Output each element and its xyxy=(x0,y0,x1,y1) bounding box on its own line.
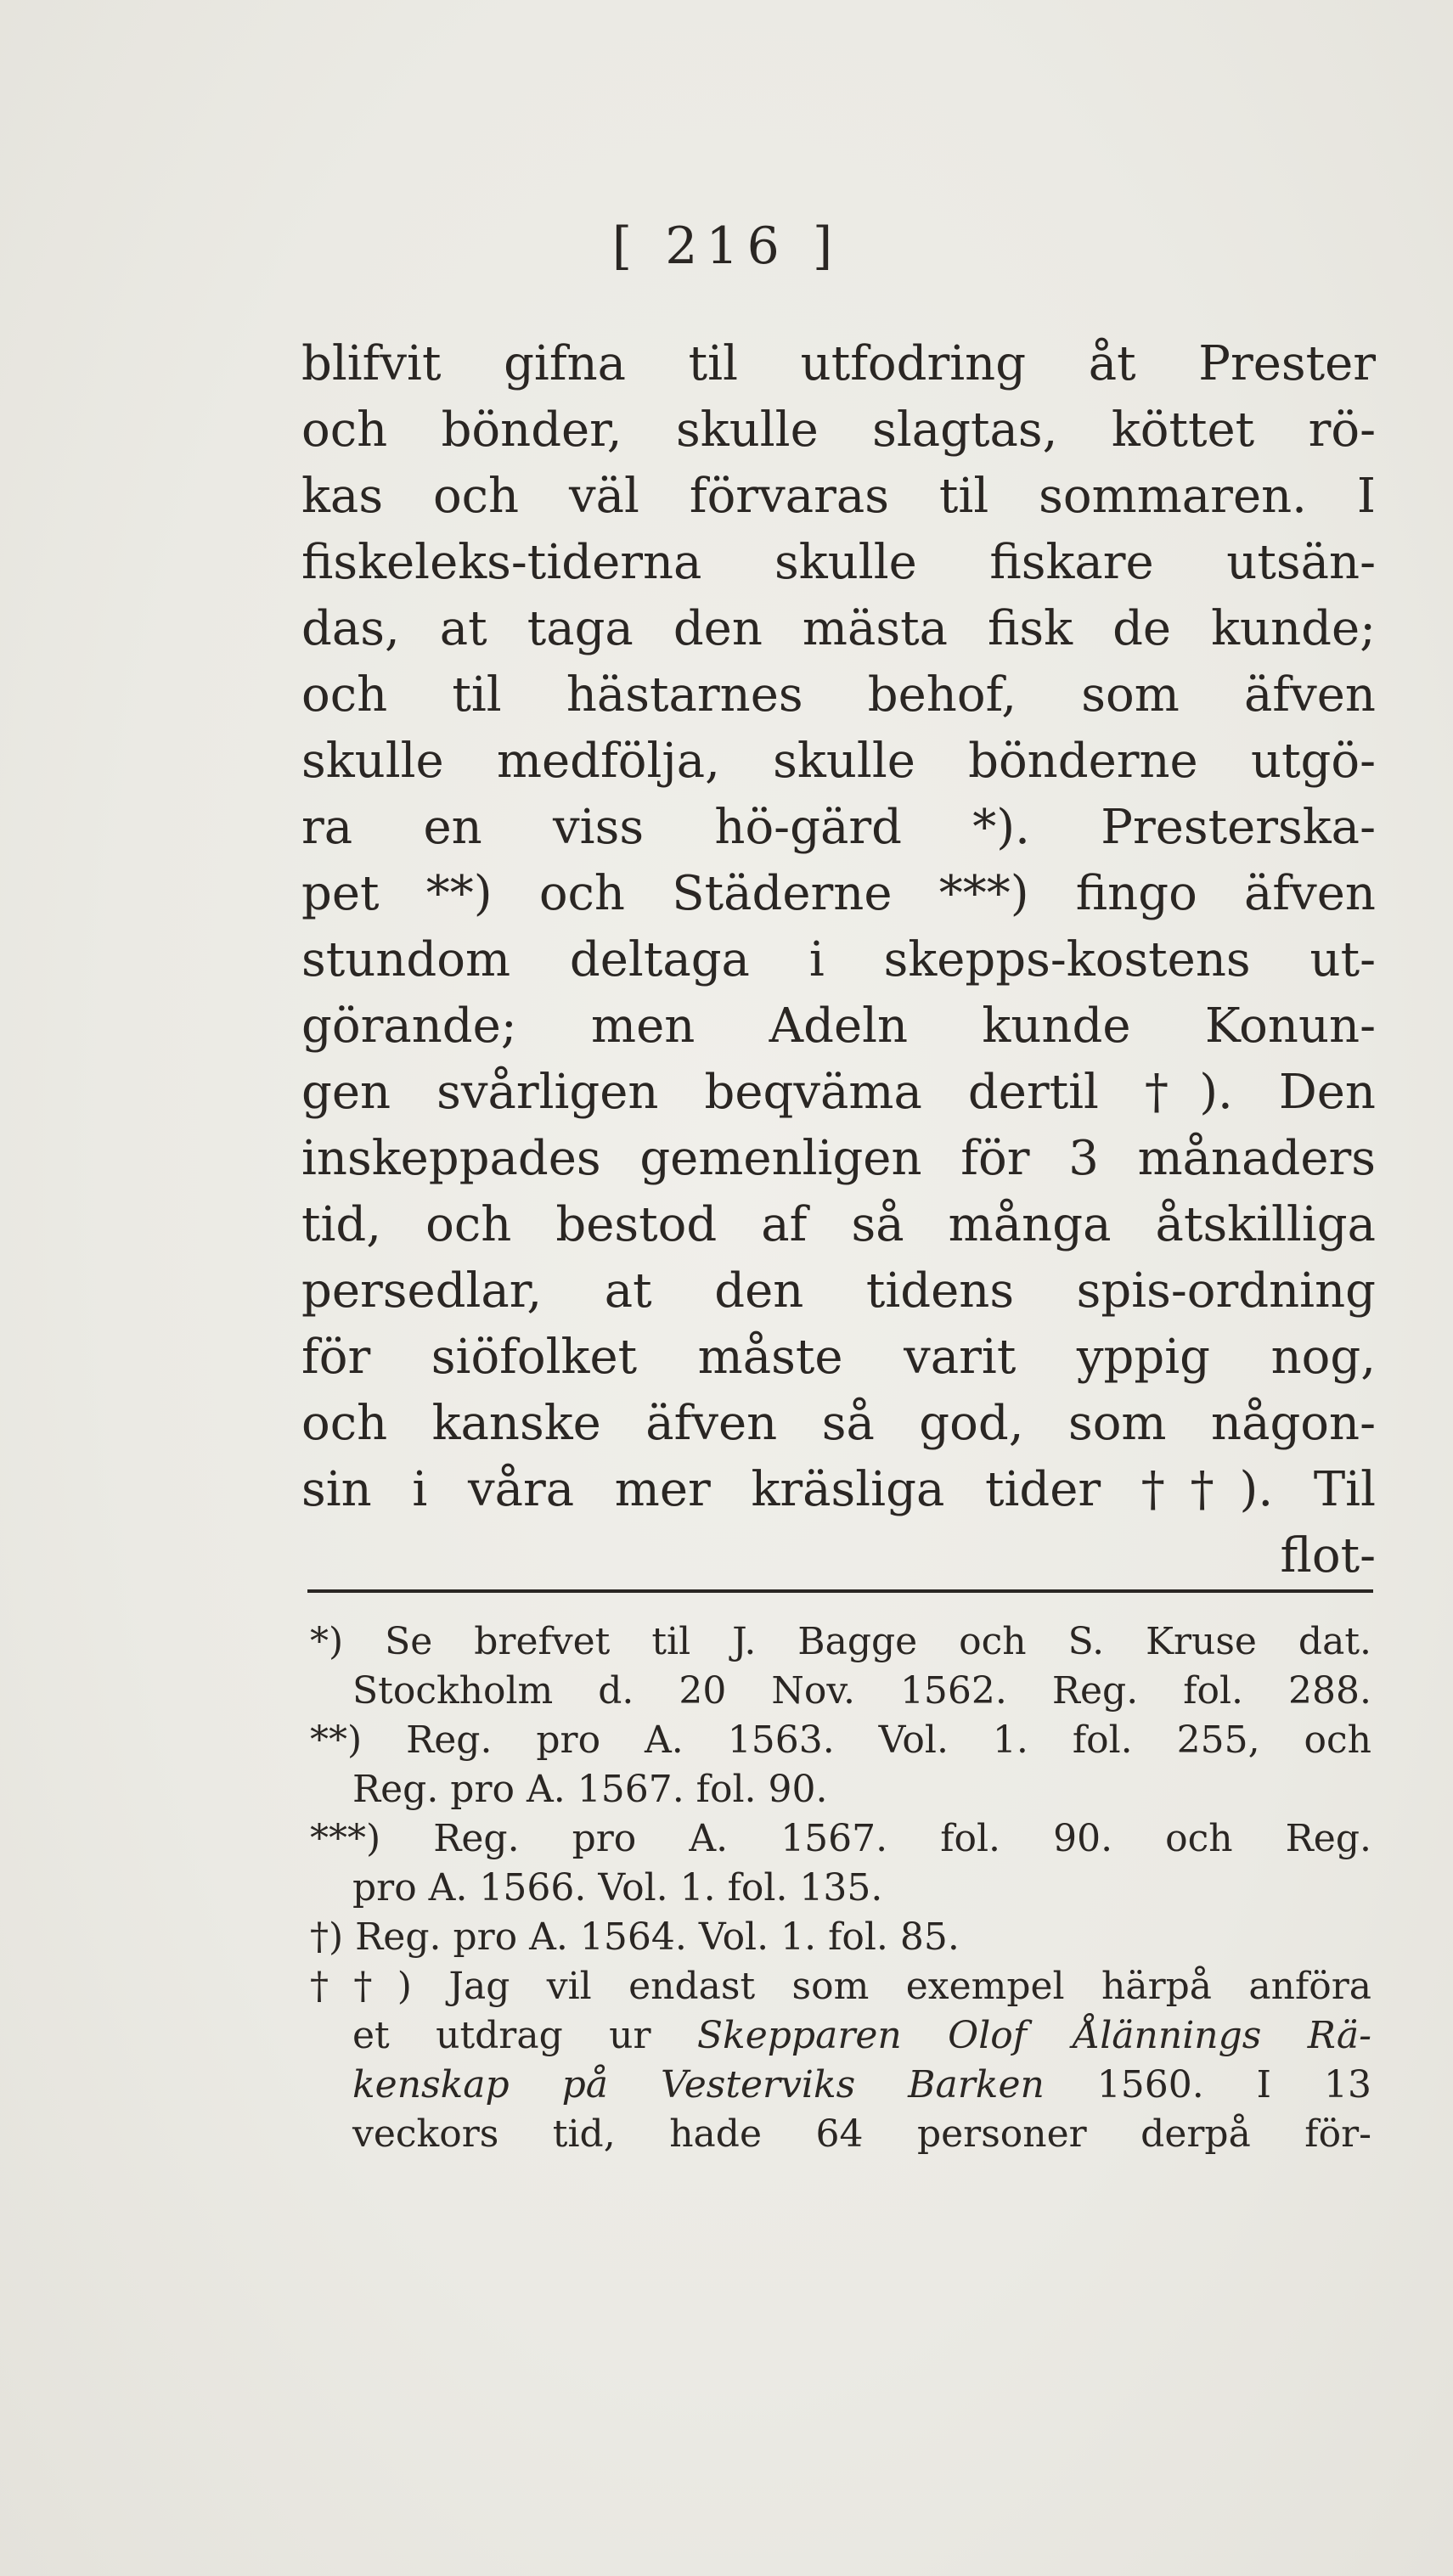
text-line: och til hästarnes behof, som äfven xyxy=(301,667,1376,723)
footnote-line xyxy=(310,2011,1371,2061)
text-line: sin i våra mer kräsliga tider ††). Til xyxy=(301,1462,1376,1517)
footnote-line: ***) Reg. pro A. 1567. fol. 90. och Reg. xyxy=(310,1817,1371,1860)
footnote-line: †) Reg. pro A. 1564. Vol. 1. fol. 85. xyxy=(310,1915,960,1959)
text-line: blifvit gifna til utfodring åt Prester xyxy=(301,336,1376,391)
text-line: skulle medfölja, skulle bönderne utgö- xyxy=(301,734,1376,789)
footnote-italic-title: Skepparen Olof Ålännings Rä- xyxy=(696,2014,1371,2057)
text-line: persedlar, at den tidens spis-ordning xyxy=(301,1263,1376,1319)
text-line: das, at taga den mästa fisk de kunde; xyxy=(301,601,1376,656)
page-number: [ 216 ] xyxy=(611,217,842,276)
text-line: gen svårligen beqväma dertil †). Den xyxy=(301,1065,1376,1120)
text-line: pet **) och Städerne ***) fingo äfven xyxy=(301,866,1376,921)
text-line: fiskeleks-tiderna skulle fiskare utsän- xyxy=(301,535,1376,590)
footnote-line: **) Reg. pro A. 1563. Vol. 1. fol. 255, och xyxy=(310,1718,1371,1762)
text-line: stundom deltaga i skepps-kostens ut- xyxy=(301,932,1376,987)
text-line: och bönder, skulle slagtas, köttet rö- xyxy=(301,402,1376,458)
footnote-line: ††) Jag vil endast som exempel härpå anföra xyxy=(310,1965,1371,2008)
text-line: görande; men Adeln kunde Konun- xyxy=(301,998,1376,1054)
footnote-line: *) Se brefvet til J. Bagge och S. Kruse dat. xyxy=(310,1620,1371,1663)
footnote-line: pro A. 1566. Vol. 1. fol. 135. xyxy=(352,1866,883,1910)
catchword: flot- xyxy=(1280,1528,1376,1583)
main-text xyxy=(301,331,1376,1589)
text-line: och kanske äfven så god, som någon- xyxy=(301,1396,1376,1451)
text-line: ra en viss hö-gärd *). Presterska- xyxy=(301,800,1376,855)
text-line: tid, och bestod af så många åtskilliga xyxy=(301,1197,1376,1252)
footnotes xyxy=(310,1617,1371,2159)
footnote-line xyxy=(310,2061,1371,2110)
footnote-line: Stockholm d. 20 Nov. 1562. Reg. fol. 288. xyxy=(352,1669,1371,1713)
footnote-text: et utdrag ur xyxy=(352,2014,697,2057)
footnote-text: 1560. I 13 xyxy=(1044,2063,1371,2106)
text-line: kas och väl förvaras til sommaren. I xyxy=(301,469,1376,524)
footnote-divider xyxy=(307,1589,1373,1593)
footnote-line: veckors tid, hade 64 personer derpå för- xyxy=(352,2112,1371,2156)
text-line: för siöfolket måste varit yppig nog, xyxy=(301,1330,1376,1385)
footnote-italic-title: kenskap på Vesterviks Barken xyxy=(352,2063,1045,2106)
text-line: inskeppades gemenligen för 3 månaders xyxy=(301,1131,1376,1186)
footnote-line: Reg. pro A. 1567. fol. 90. xyxy=(352,1768,828,1811)
